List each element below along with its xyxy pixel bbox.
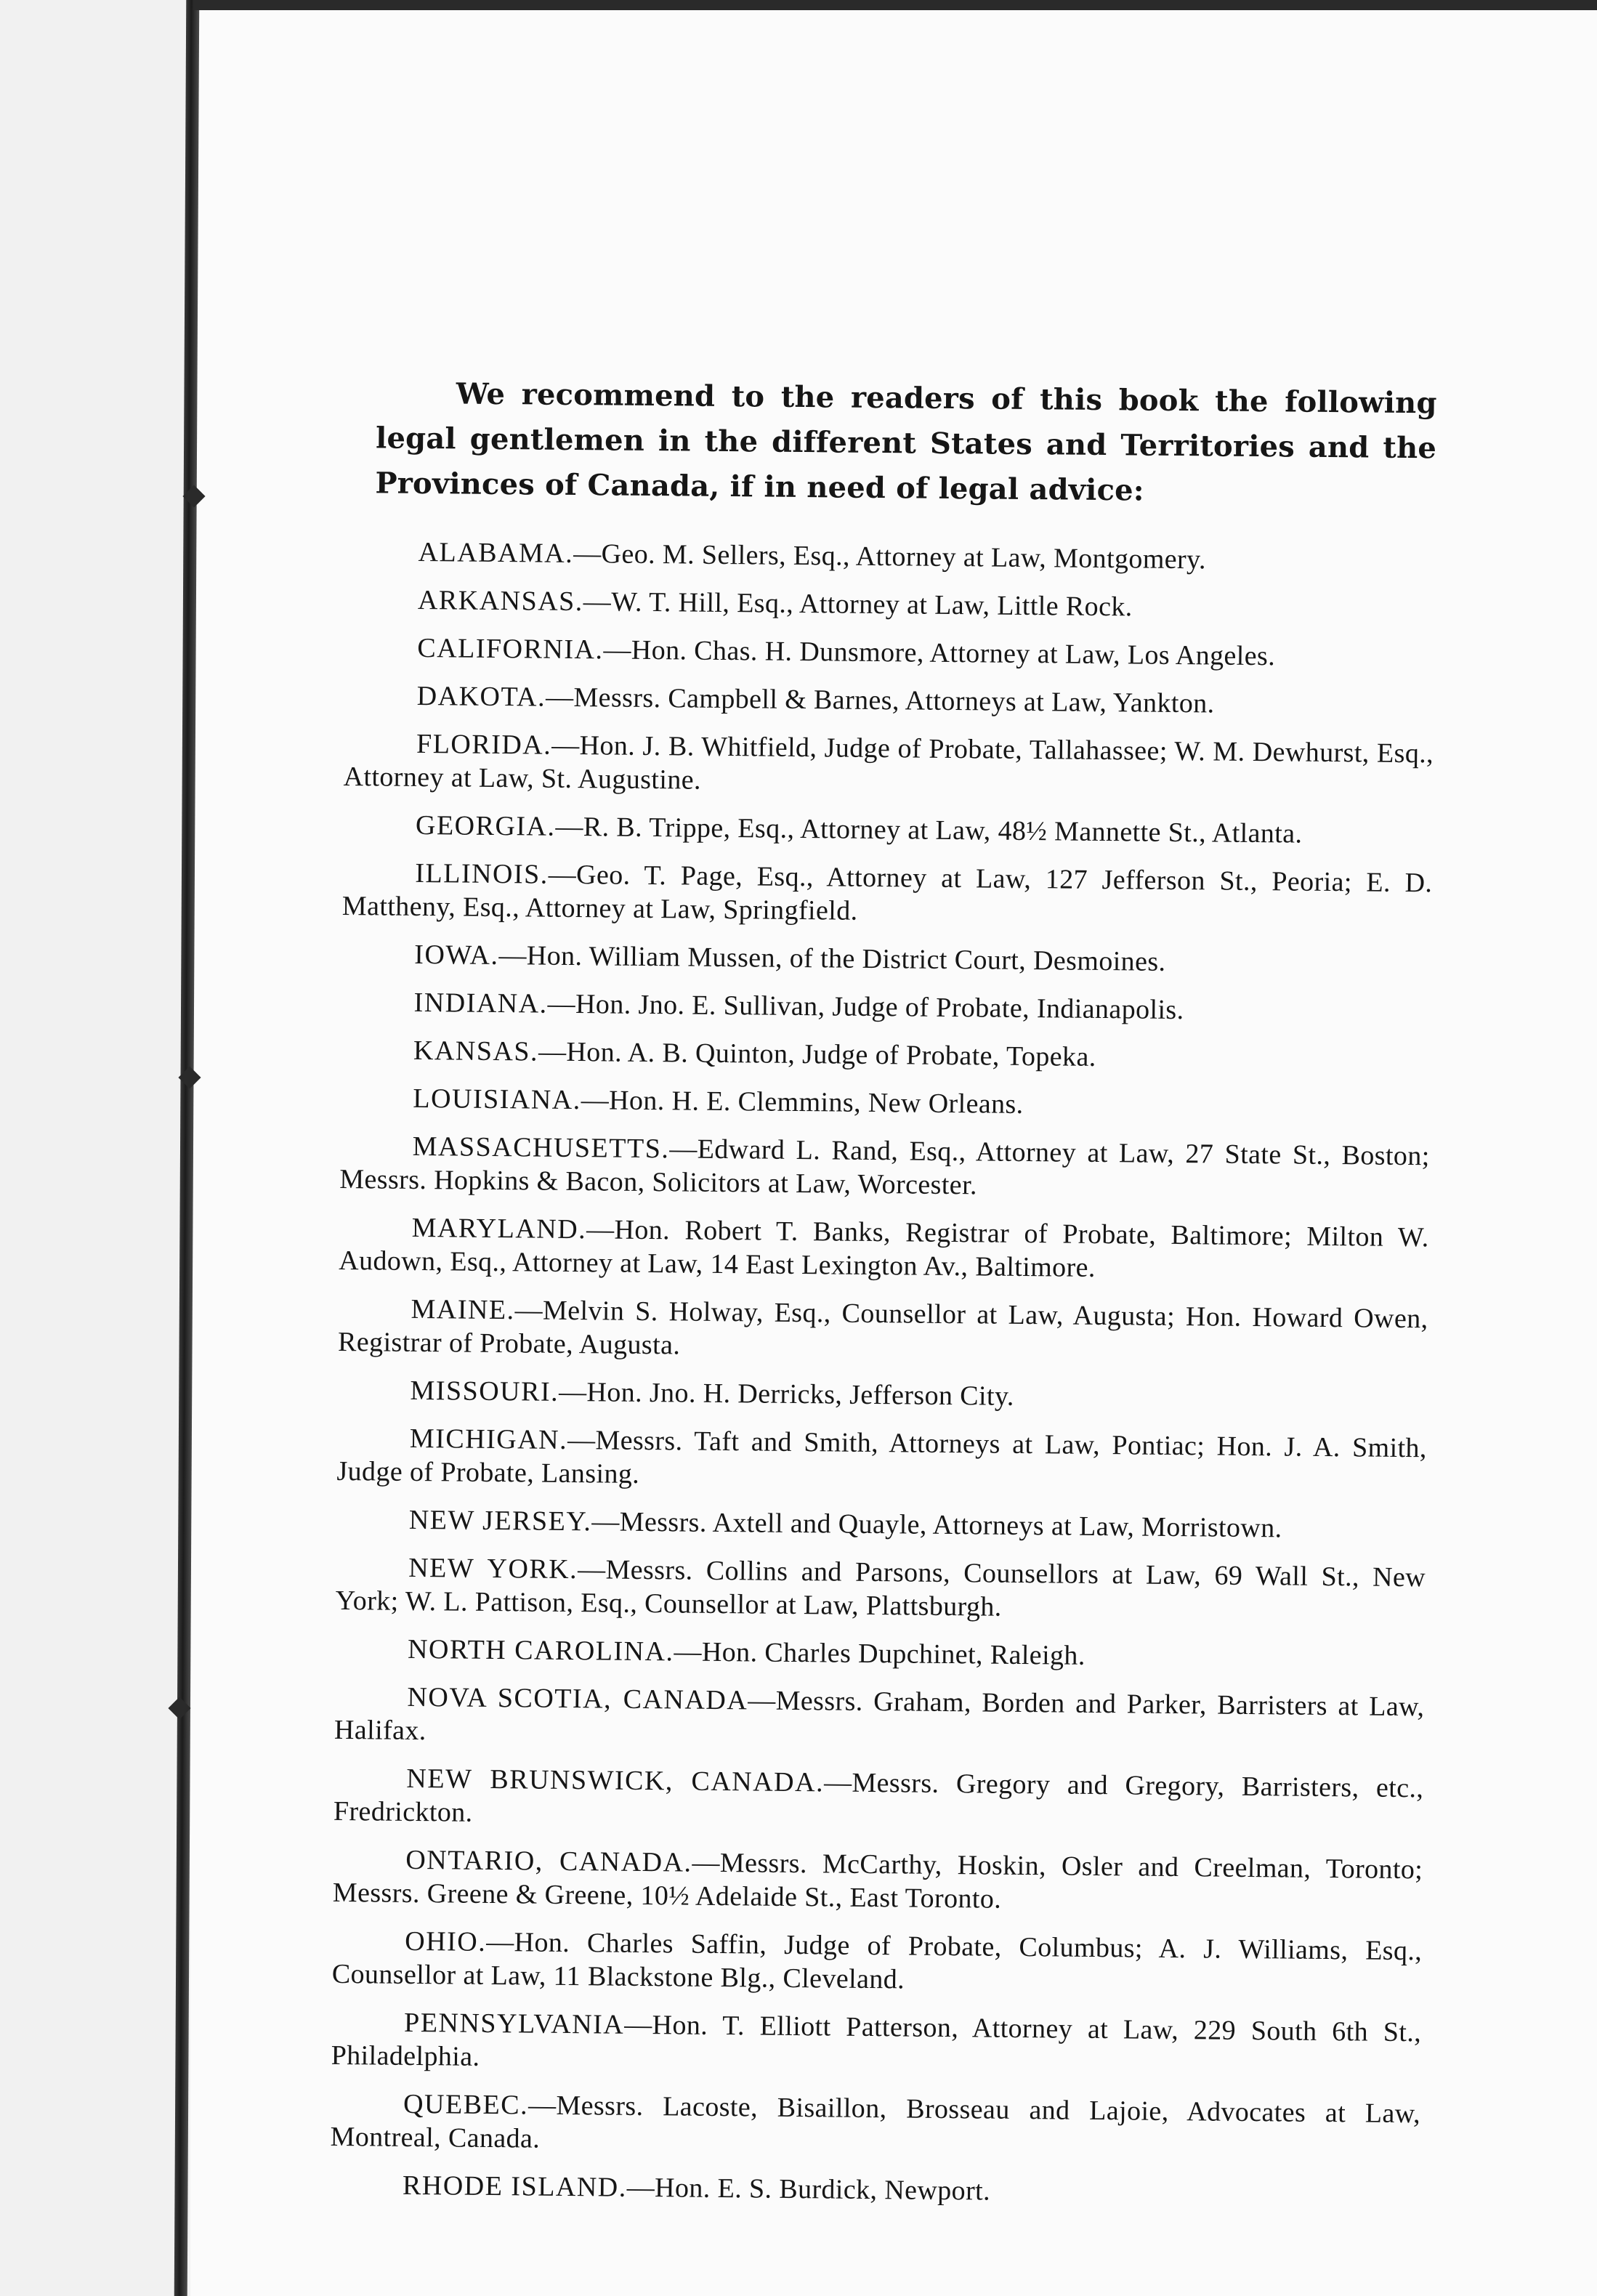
list-item — [339, 1129, 1430, 1206]
attorney-list — [330, 535, 1436, 2212]
region-name: CALIFORNIA. — [417, 632, 604, 666]
list-item — [336, 1551, 1426, 1628]
region-name: MAINE. — [411, 1293, 515, 1326]
region-name: ARKANSAS. — [417, 584, 583, 618]
entry-text: —Hon. Jno. E. Sullivan, Judge of Probate, Indianapolis. — [547, 988, 1184, 1026]
entry-text: —Messrs. Campbell & Barnes, Attorneys at Law, Yankton. — [545, 682, 1215, 719]
entry-text: —Messrs. Collins and Parsons, Counsellors at Law, 69 Wall St., New York; W. L. Pattison, Esq., Counsellor at Law, Plattsburgh. — [335, 1554, 1426, 1622]
region-name: MICHIGAN. — [409, 1423, 568, 1455]
entry-text: —Hon. Robert T. Banks, Registrar of Probate, Baltimore; Milton W. Audown, Esq., Attorney at Law, 14 East Lexington Av., Baltimore. — [339, 1214, 1429, 1283]
region-name: ONTARIO, CANADA. — [405, 1844, 692, 1878]
entry-text: —Hon. William Mussen, of the District Court, Desmoines. — [498, 940, 1166, 977]
region-name: QUEBEC. — [403, 2088, 529, 2121]
region-name: MASSACHUSETTS. — [412, 1131, 670, 1165]
region-name: OHIO. — [405, 1925, 487, 1957]
region-name: GEORGIA. — [415, 809, 556, 842]
entry-text: —Hon. T. Elliott Patterson, Attorney at Law, 229 South 6th St., Philadelphia. — [331, 2009, 1422, 2072]
list-item — [333, 1761, 1424, 1838]
list-item — [336, 1421, 1427, 1498]
top-edge-rule — [193, 0, 1597, 10]
list-item — [344, 631, 1434, 674]
entry-text: —Hon. Charles Saffin, Judge of Probate, Columbus; A. J. Williams, Esq., Counsellor at Law, 11 Blackstone Blg., Cleveland. — [331, 1926, 1423, 1995]
list-item — [343, 727, 1434, 804]
entry-text: —Geo. M. Sellers, Esq., Attorney at Law, Montgomery. — [573, 538, 1207, 575]
region-name: NEW YORK. — [408, 1552, 578, 1585]
list-item — [330, 2168, 1420, 2212]
entry-text: —Messrs. Axtell and Quayle, Attorneys at Law, Morristown. — [591, 1506, 1282, 1544]
list-item — [335, 1632, 1425, 1675]
list-item — [334, 1680, 1425, 1757]
list-item — [342, 856, 1433, 933]
entry-text: —Hon. J. B. Whitfield, Judge of Probate, Tallahassee; W. M. Dewhurst, Esq., Attorney at Law, St. Augustine. — [343, 729, 1434, 796]
entry-text: —Hon. H. E. Clemmins, New Orleans. — [581, 1085, 1024, 1120]
list-item — [332, 1924, 1423, 2001]
region-name: MISSOURI. — [410, 1375, 559, 1407]
list-item — [338, 1292, 1428, 1369]
region-name: NOVA SCOTIA, CANADA — [407, 1681, 748, 1716]
region-name: DAKOTA. — [416, 680, 546, 713]
region-name: INDIANA. — [413, 987, 548, 1019]
entry-text: —Hon. A. B. Quinton, Judge of Probate, Topeka. — [538, 1036, 1096, 1072]
entry-text: —Messrs. McCarthy, Hoskin, Osler and Creelman, Toronto; Messrs. Greene & Greene, 10½ Adelaide St., East Toronto. — [332, 1847, 1423, 1915]
scan-margin — [0, 0, 190, 2296]
entry-text: —Hon. E. S. Burdick, Newport. — [626, 2172, 991, 2207]
list-item — [343, 808, 1433, 852]
entry-text: —Messrs. Graham, Borden and Parker, Barristers at Law, Halifax. — [333, 1685, 1425, 1747]
list-item — [339, 1210, 1429, 1288]
list-item — [341, 937, 1431, 981]
list-item — [345, 583, 1435, 626]
region-name: LOUISIANA. — [413, 1083, 581, 1116]
region-name: FLORIDA. — [416, 728, 552, 761]
region-name: MARYLAND. — [411, 1212, 587, 1245]
page-content — [330, 371, 1437, 2226]
list-item — [336, 1503, 1426, 1546]
list-item — [340, 1081, 1430, 1125]
region-name: IOWA. — [414, 939, 499, 971]
region-name: NORTH CAROLINA. — [407, 1633, 674, 1668]
entry-text: —Messrs. Taft and Smith, Attorneys at Law, Pontiac; Hon. J. A. Smith, Judge of Probate, Lansing. — [336, 1424, 1428, 1489]
list-item — [333, 1843, 1423, 1920]
region-name: NEW BRUNSWICK, CANADA. — [406, 1763, 825, 1798]
list-item — [330, 2087, 1420, 2164]
region-name: PENNSYLVANIA — [403, 2007, 625, 2040]
region-name: NEW JERSEY. — [408, 1504, 592, 1537]
entry-text: —Hon. Charles Dupchinet, Raleigh. — [674, 1636, 1085, 1671]
list-item — [331, 2005, 1422, 2082]
region-name: KANSAS. — [413, 1035, 539, 1067]
entry-text: —Geo. T. Page, Esq., Attorney at Law, 127 Jefferson St., Peoria; E. D. Mattheny, Esq., Attorney at Law, Springfield. — [341, 859, 1433, 926]
list-item — [337, 1373, 1427, 1417]
entry-text: —Melvin S. Holway, Esq., Counsellor at Law, Augusta; Hon. Howard Owen, Registrar of Probate, Augusta. — [337, 1295, 1428, 1361]
entry-text: —R. B. Trippe, Esq., Attorney at Law, 48½ Mannette St., Atlanta. — [555, 811, 1303, 849]
entry-text: —Messrs. Gregory and Gregory, Barristers, etc., Fredrickton. — [333, 1767, 1424, 1828]
region-name: ILLINOIS. — [415, 857, 549, 890]
region-name: RHODE ISLAND. — [402, 2170, 627, 2203]
list-item — [341, 1033, 1431, 1077]
entry-text: —Hon. Chas. H. Dunsmore, Attorney at Law, Los Angeles. — [603, 634, 1276, 672]
list-item — [341, 985, 1431, 1029]
entry-text: —Edward L. Rand, Esq., Attorney at Law, 27 State St., Boston; Messrs. Hopkins & Bacon, Solicitors at Law, Worcester. — [339, 1133, 1430, 1201]
entry-text: —Hon. Jno. H. Derricks, Jefferson City. — [558, 1376, 1014, 1412]
list-item — [345, 535, 1435, 578]
list-item — [344, 679, 1434, 722]
region-name: ALABAMA. — [418, 536, 574, 569]
entry-text: —Messrs. Lacoste, Bisaillon, Brosseau and Lajoie, Advocates at Law, Montreal, Canada. — [330, 2090, 1421, 2154]
intro-paragraph: We recommend to the readers of this book the following legal gentlemen in the different States and Territories and the Provinces of Canada, if in need of legal advice: — [375, 376, 1437, 508]
entry-text: —W. T. Hill, Esq., Attorney at Law, Little Rock. — [583, 586, 1133, 623]
